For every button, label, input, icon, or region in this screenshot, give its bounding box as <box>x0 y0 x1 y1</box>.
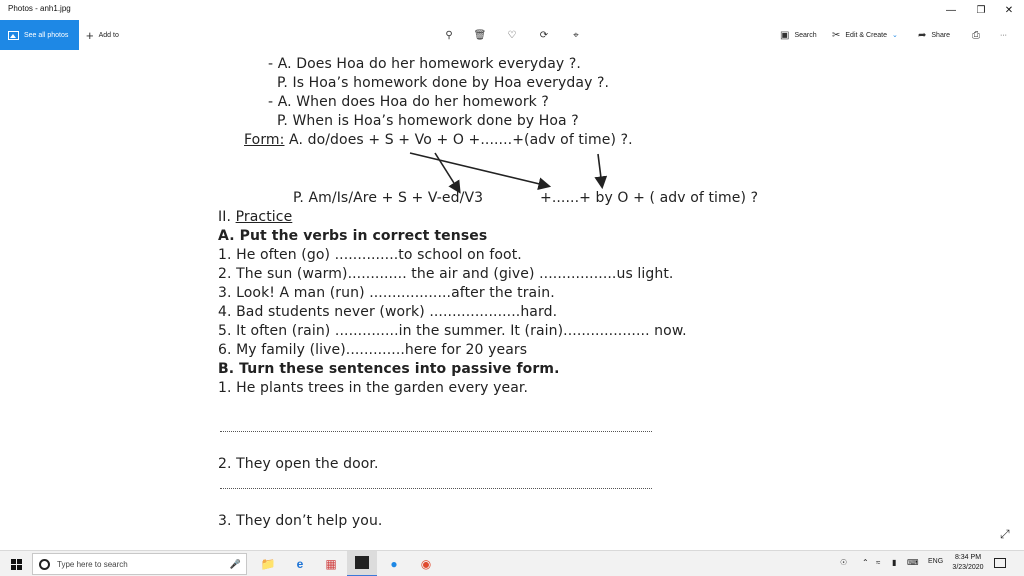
chevron-down-icon: ⌄ <box>892 32 898 39</box>
battery-icon[interactable]: ▮ <box>892 558 897 567</box>
keyboard-icon[interactable]: ⌨ <box>907 558 919 567</box>
windows-icon <box>11 559 22 570</box>
see-all-photos-label: See all photos <box>24 31 69 39</box>
crop-icon: ⌖ <box>573 29 579 41</box>
app-button-blue[interactable] <box>384 554 404 574</box>
exercise-item: 4. Bad students never (work) ....................hard. <box>218 304 558 320</box>
more-icon: ··· <box>1000 31 1007 39</box>
rotate-button[interactable] <box>537 28 551 42</box>
form-arrows <box>0 50 1024 210</box>
arrow-adv <box>598 154 602 186</box>
minimize-button[interactable] <box>936 0 966 20</box>
arrow-subject <box>410 153 548 186</box>
crop-button[interactable] <box>569 28 583 42</box>
form-passive-a: P. Am/Is/Are + S + V-ed/V3 <box>293 190 484 206</box>
taskbar-search-placeholder: Type here to search <box>57 559 128 569</box>
store-icon: ▦ <box>325 557 337 571</box>
expand-icon: ⤢ <box>1000 527 1010 541</box>
printer-icon: ⎙ <box>972 29 980 41</box>
photos-taskbar-button[interactable] <box>347 551 377 576</box>
chrome-icon: ◉ <box>420 557 432 571</box>
file-explorer-button[interactable] <box>258 554 278 574</box>
edit-create-label: Edit & Create <box>845 31 888 39</box>
title-bar <box>0 0 1024 20</box>
close-icon: ✕ <box>1004 4 1014 16</box>
photos-icon <box>8 31 19 40</box>
more-button[interactable] <box>1000 20 1007 50</box>
window-title: Photos - anh1.jpg <box>8 4 71 13</box>
chrome-button[interactable] <box>416 554 436 574</box>
people-icon[interactable]: ☉ <box>840 558 848 567</box>
form-active: A. do/does + S + Vo + O +.......+(adv of time) ?. <box>289 132 633 148</box>
rotate-icon: ⟳ <box>539 29 549 41</box>
form-passive-b: +......+ by O + ( adv of time) ? <box>540 190 759 206</box>
close-button[interactable] <box>994 0 1024 20</box>
taskbar <box>0 550 1024 576</box>
start-button[interactable] <box>0 551 32 576</box>
doc-line: - A. Does Hoa do her homework everyday ?. <box>268 56 581 72</box>
search-icon: ▣ <box>780 29 790 41</box>
add-to-label: Add to <box>98 31 119 39</box>
doc-line: P. When is Hoa’s homework done by Hoa ? <box>277 113 579 129</box>
delete-button[interactable] <box>473 28 487 42</box>
exercise-item: 3. Look! A man (run) ..................after the train. <box>218 285 555 301</box>
exercise-item: 2. The sun (warm)............. the air and (give) .................us light. <box>218 266 674 282</box>
trash-icon: 🗑 <box>473 29 487 41</box>
folder-icon: 📁 <box>260 557 276 571</box>
cortana-icon <box>39 559 50 570</box>
form-label: Form: <box>244 132 285 148</box>
zoom-button[interactable] <box>442 28 456 42</box>
notification-icon[interactable] <box>994 558 1006 568</box>
practice-heading <box>218 209 292 225</box>
clock-time: 8:34 PM <box>954 554 982 561</box>
heart-icon: ♡ <box>507 29 517 41</box>
exercise-item: 2. They open the door. <box>218 456 379 472</box>
see-all-photos-button[interactable] <box>0 20 79 50</box>
edge-button[interactable] <box>290 554 310 574</box>
microphone-icon: 🎤 <box>229 558 241 569</box>
edit-create-button[interactable] <box>832 20 898 50</box>
share-label: Share <box>931 31 951 39</box>
exercise-item: 1. He often (go) ..............to school on foot. <box>218 247 522 263</box>
add-to-button[interactable] <box>86 20 119 50</box>
zoom-in-icon: ⚲ <box>445 29 453 41</box>
search-label: Search <box>794 31 817 39</box>
exercise-item: 5. It often (rain) ..............in the summer. It (rain)................... now. <box>218 323 687 339</box>
print-button[interactable] <box>972 20 980 50</box>
section-a-title: A. Put the verbs in correct tenses <box>218 228 488 244</box>
chevron-up-icon[interactable]: ⌃ <box>862 558 869 567</box>
share-button[interactable] <box>918 20 950 50</box>
language-indicator[interactable]: ENG <box>928 558 944 565</box>
exercise-item: 1. He plants trees in the garden every year. <box>218 380 529 396</box>
globe-icon: ● <box>390 557 398 571</box>
answer-line <box>220 488 652 490</box>
store-button[interactable] <box>321 554 341 574</box>
doc-line: - A. When does Hoa do her homework ? <box>268 94 549 110</box>
arrow-verb <box>435 153 459 191</box>
edge-icon: e <box>296 557 304 571</box>
favorite-button[interactable] <box>505 28 519 42</box>
exercise-item: 6. My family (live).............here for 20 years <box>218 342 528 358</box>
minimize-icon: — <box>946 4 956 16</box>
taskbar-search[interactable] <box>32 553 247 575</box>
clock[interactable] <box>948 553 988 573</box>
edit-icon: ✂ <box>832 29 841 41</box>
photo-viewer <box>0 50 1024 550</box>
clock-date: 3/23/2020 <box>952 564 984 571</box>
practice-heading-num: II. <box>218 209 232 225</box>
search-button[interactable] <box>780 20 817 50</box>
command-bar <box>0 20 1024 50</box>
answer-line <box>220 431 652 433</box>
restore-button[interactable] <box>966 0 996 20</box>
practice-heading-text: Practice <box>235 209 293 225</box>
doc-line: P. Is Hoa’s homework done by Hoa everyday ?. <box>277 75 610 91</box>
photos-app-icon <box>355 556 369 569</box>
restore-icon: ❐ <box>976 4 986 16</box>
share-icon: ➦ <box>918 29 927 41</box>
section-b-title: B. Turn these sentences into passive form. <box>218 361 560 377</box>
plus-icon: + <box>86 27 94 43</box>
fullscreen-button[interactable] <box>1000 527 1010 542</box>
exercise-item: 3. They don’t help you. <box>218 513 383 529</box>
wifi-icon[interactable]: ≈ <box>876 558 881 567</box>
